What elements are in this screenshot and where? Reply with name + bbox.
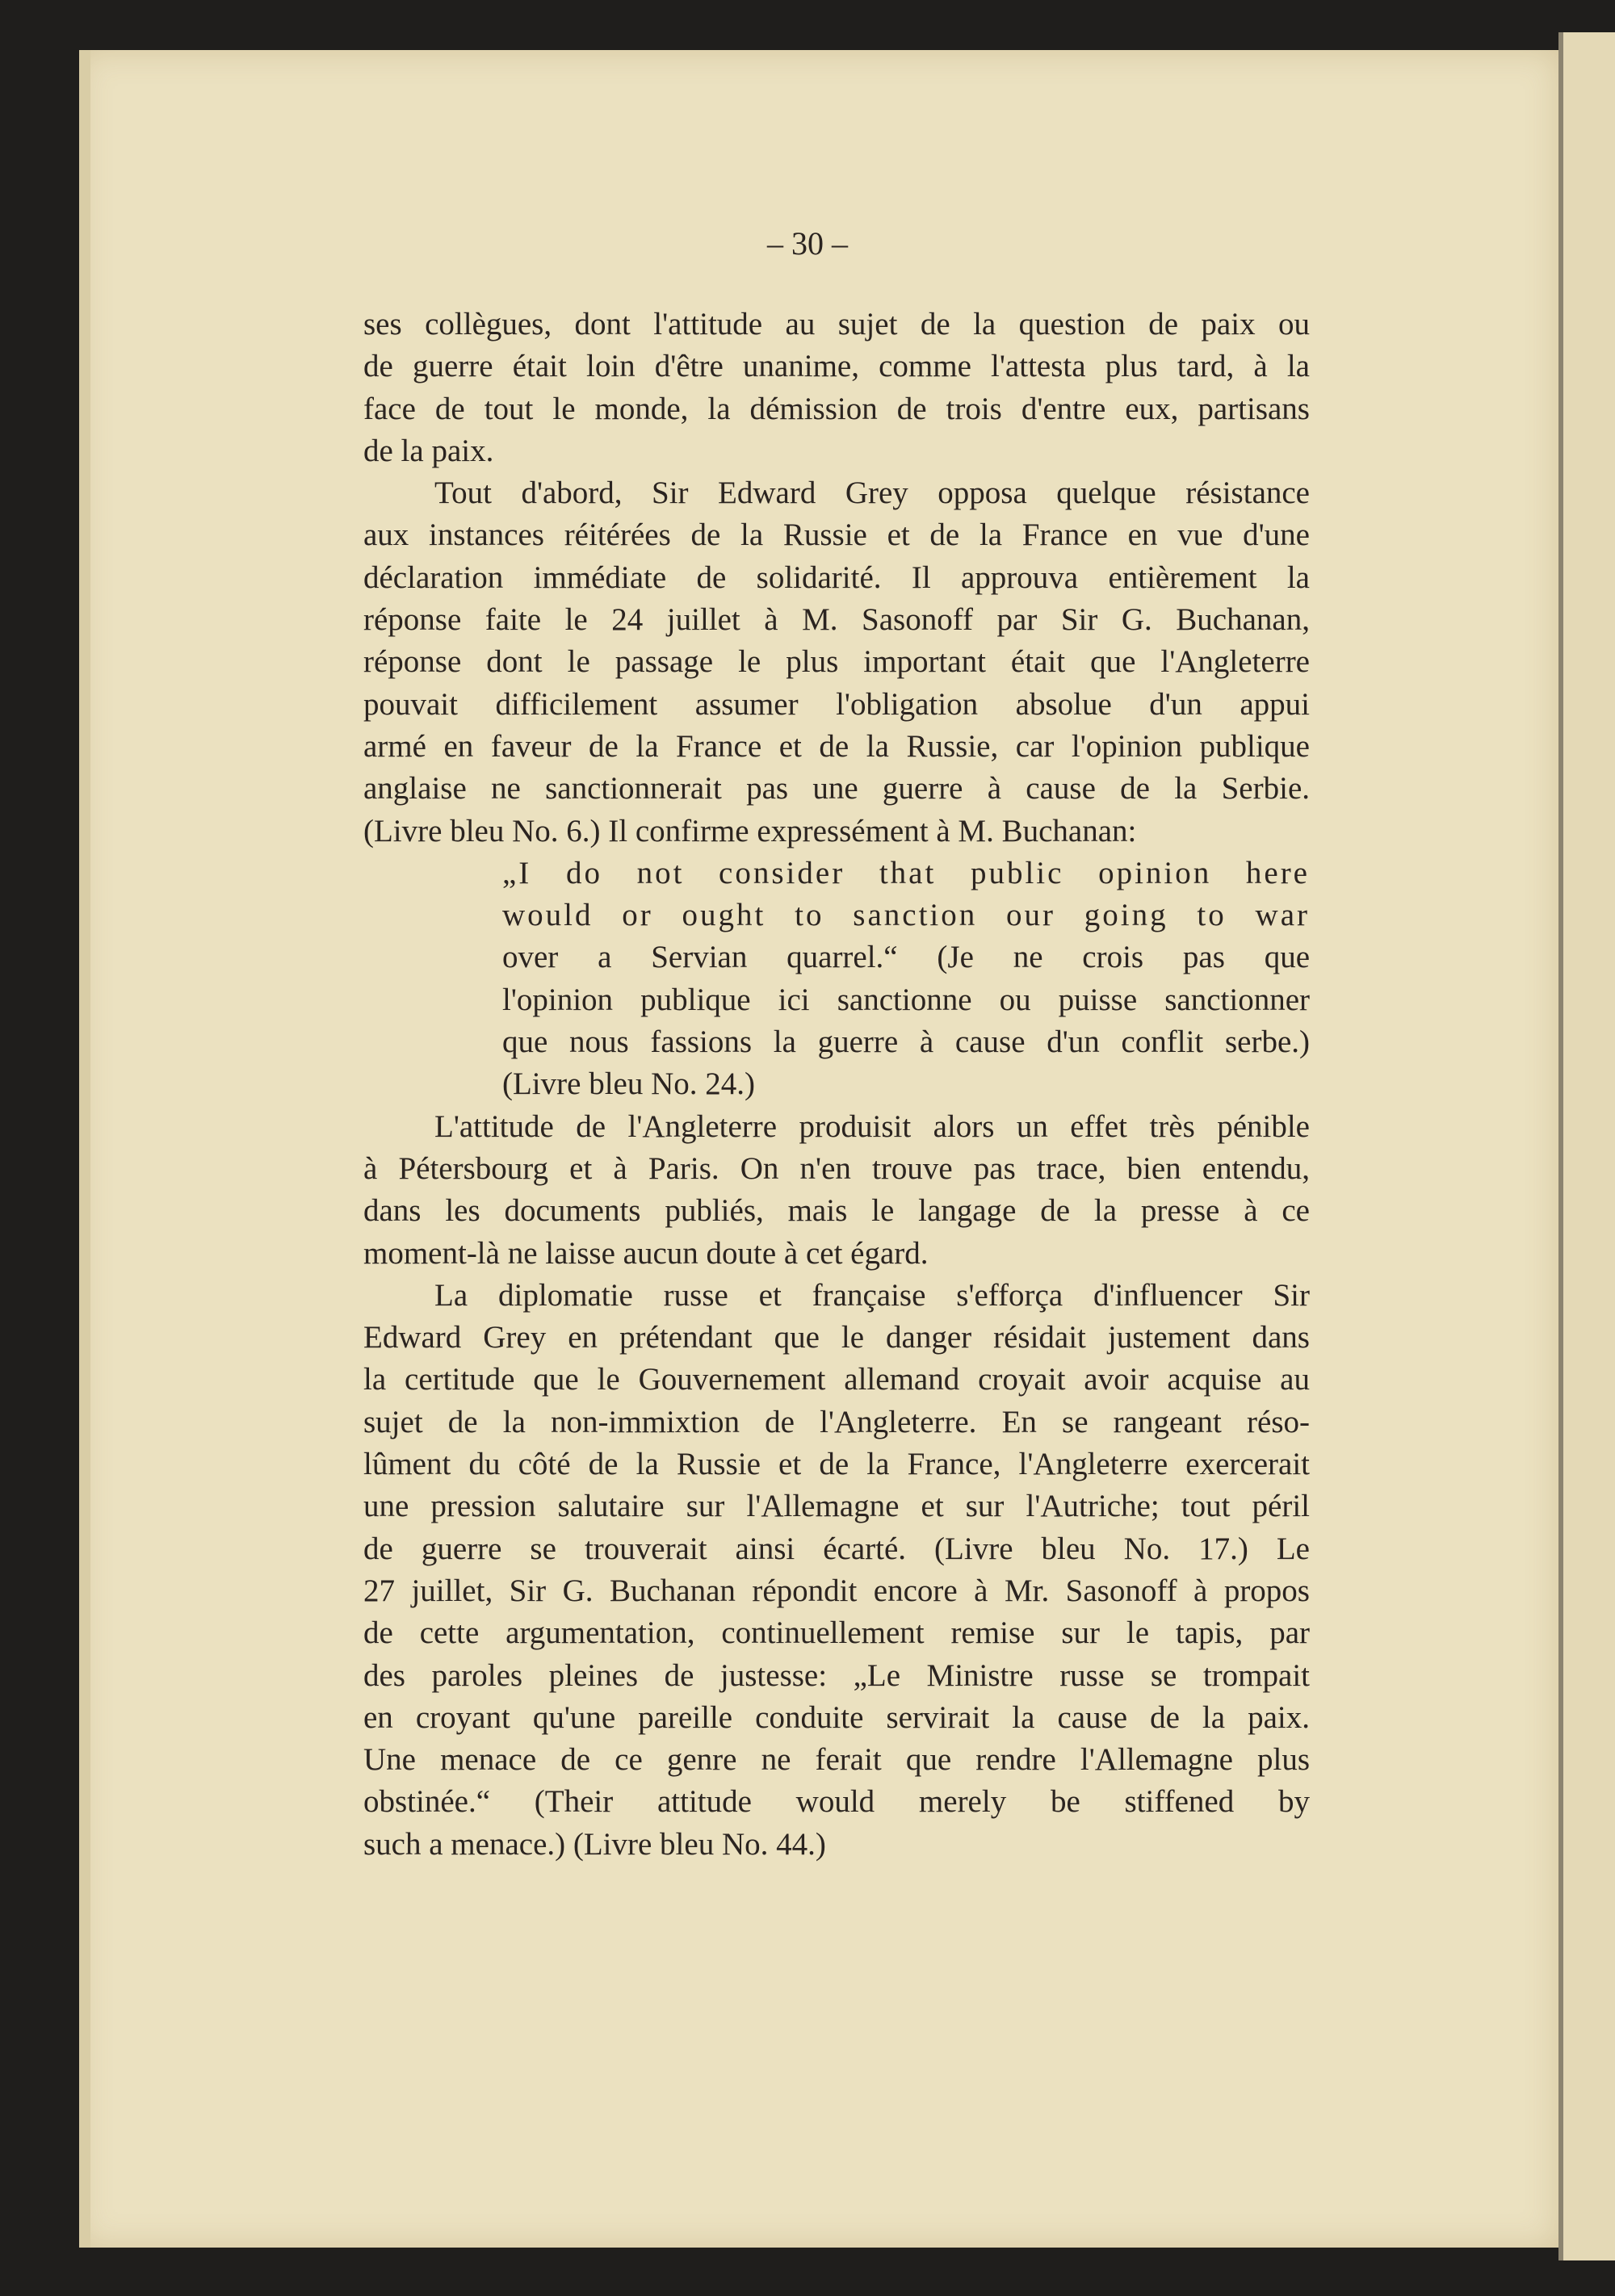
paragraph [363,1275,1310,1866]
text-line: lûment du côté de la Russie et de la France, l'Angleterre exercerait [363,1447,1310,1482]
text-line: de la paix. [363,433,494,468]
paragraph [363,1106,1310,1275]
text-line: Une menace de ce genre ne ferait que rendre l'Allemagne plus [363,1742,1310,1778]
text-line: de guerre était loin d'être unanime, comme l'attesta plus tard, à la [363,349,1310,384]
text-line: Tout d'abord, Sir Edward Grey opposa quelque résistance [434,476,1310,511]
text-line: de guerre se trouverait ainsi écarté. (Livre bleu No. 17.) Le [363,1531,1310,1566]
text-line: l'opinion publique ici sanctionne ou puisse sanctionner [502,982,1310,1017]
text-line: would or ought to sanction our going to war [502,898,1310,933]
text-line: sujet de la non-immixtion de l'Angleterre. En se rangeant réso- [363,1404,1310,1439]
text-line: aux instances réitérées de la Russie et de la France en vue d'une [363,517,1310,553]
page-number: – 30 – [767,225,848,262]
text-line: face de tout le monde, la démission de trois d'entre eux, partisans [363,391,1310,426]
text-line: réponse faite le 24 juillet à M. Sasonoff par Sir G. Buchanan, [363,602,1310,638]
text-line: des paroles pleines de justesse: „Le Ministre russe se trompait [363,1657,1310,1693]
text-line: en croyant qu'une pareille conduite servirait la cause de la paix. [363,1699,1310,1735]
text-line: L'attitude de l'Angleterre produisit alors un effet très pénible [434,1108,1310,1144]
text-line: de cette argumentation, continuellement remise sur le tapis, par [363,1615,1310,1651]
text-line: „I do not consider that public opinion here [502,855,1310,890]
text-line: such a menace.) (Livre bleu No. 44.) [363,1826,826,1862]
block-quote [363,853,1310,1106]
text-line: armé en faveur de la France et de la Russie, car l'opinion publique [363,728,1310,764]
text-line: Edward Grey en prétendant que le danger résidait justement dans [363,1320,1310,1355]
text-line: une pression salutaire sur l'Allemagne et sur l'Autriche; tout péril [363,1489,1310,1524]
text-line: que nous fassions la guerre à cause d'un conflit serbe.) [502,1024,1310,1060]
text-line: 27 juillet, Sir G. Buchanan répondit encore à Mr. Sasonoff à propos [363,1573,1310,1608]
text-line: moment-là ne laisse aucun doute à cet égard. [363,1235,929,1271]
text-line: over a Servian quarrel.“ (Je ne crois pas que [502,940,1310,975]
text-line: (Livre bleu No. 24.) [502,1066,755,1102]
text-line: à Pétersbourg et à Paris. On n'en trouve pas trace, bien entendu, [363,1150,1310,1186]
text-line: dans les documents publiés, mais le langage de la presse à ce [363,1193,1310,1229]
text-line: obstinée.“ (Their attitude would merely be stiffened by [363,1784,1310,1820]
text-line: ses collègues, dont l'attitude au sujet de la question de paix ou [363,307,1310,341]
text-line: réponse dont le passage le plus important était que l'Angleterre [363,644,1310,680]
body-text [363,304,1310,1866]
paragraph [363,304,1310,472]
text-line: (Livre bleu No. 6.) Il confirme expressément à M. Buchanan: [363,813,1137,848]
adjacent-page-edge [1558,32,1615,2260]
page-binding-edge [79,50,90,2248]
text-line: la certitude que le Gouvernement allemand croyait avoir acquise au [363,1362,1310,1397]
text-line: La diplomatie russe et française s'efforça d'influencer Sir [434,1277,1310,1313]
paragraph [363,472,1310,853]
text-line: pouvait difficilement assumer l'obligation absolue d'un appui [363,686,1310,722]
text-line: déclaration immédiate de solidarité. Il approuva entièrement la [363,559,1310,595]
text-line: anglaise ne sanctionnerait pas une guerre à cause de la Serbie. [363,771,1310,807]
